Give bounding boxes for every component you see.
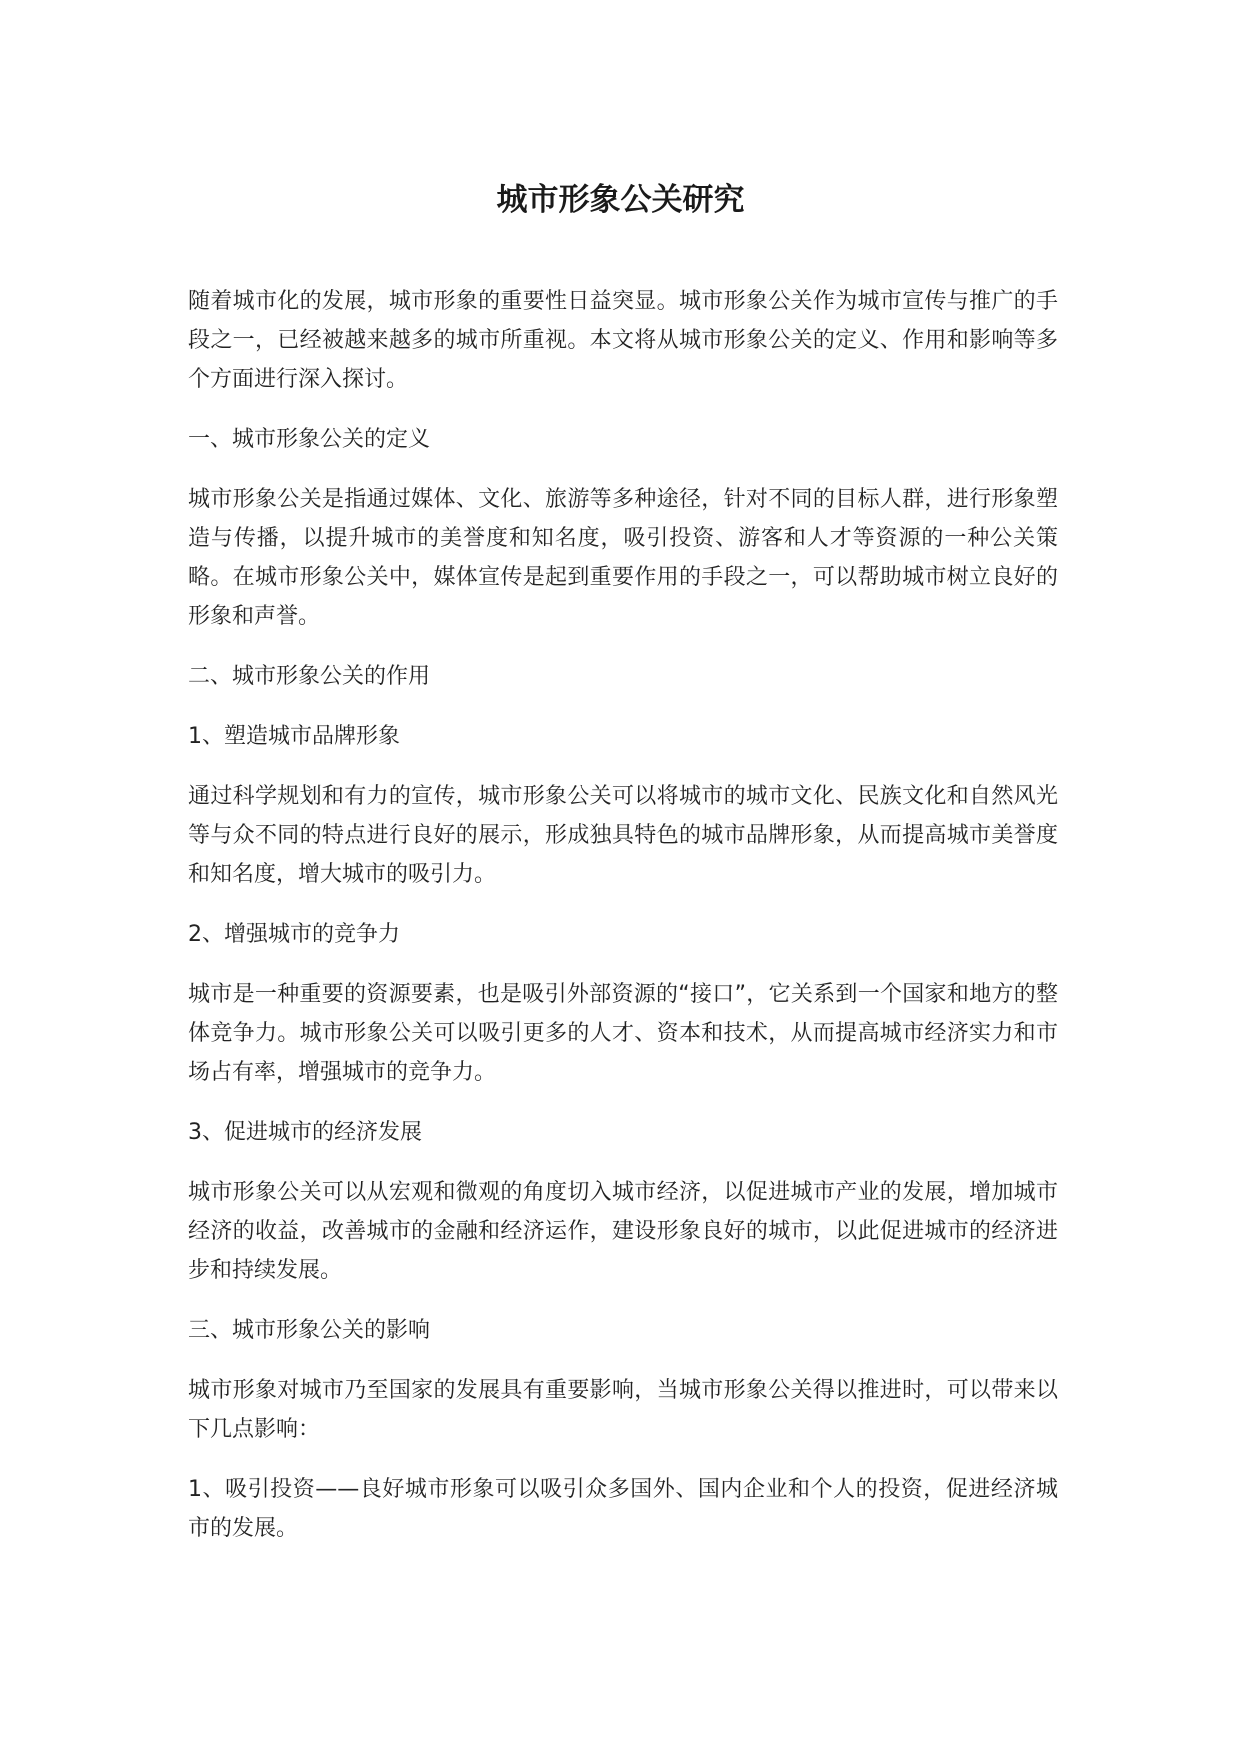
impact-item-investment: 1、吸引投资——良好城市形象可以吸引众多国外、国内企业和个人的投资，促进经济城市的发展。: [188, 1477, 1058, 1541]
definition-paragraph: 城市形象公关是指通过媒体、文化、旅游等多种途径，针对不同的目标人群，进行形象塑造与传播，以提升城市的美誉度和知名度，吸引投资、游客和人才等资源的一种公关策略。在城市形象公关中，媒体宣传是起到重要作用的手段之一，可以帮助城市树立良好的形象和声誉。: [188, 487, 1058, 629]
economic-development-paragraph: 城市形象公关可以从宏观和微观的角度切入城市经济，以促进城市产业的发展，增加城市经济的收益，改善城市的金融和经济运作，建设形象良好的城市，以此促进城市的经济进步和持续发展。: [188, 1180, 1058, 1283]
intro-paragraph: 随着城市化的发展，城市形象的重要性日益突显。城市形象公关作为城市宣传与推广的手段之一，已经被越来越多的城市所重视。本文将从城市形象公关的定义、作用和影响等多个方面进行深入探讨。: [188, 289, 1058, 392]
document-title: 城市形象公关研究: [496, 182, 745, 218]
competitiveness-paragraph: 城市是一种重要的资源要素，也是吸引外部资源的“接口”，它关系到一个国家和地方的整体竞争力。城市形象公关可以吸引更多的人才、资本和技术，从而提高城市经济实力和市场占有率，增强城市的竞争力。: [188, 982, 1058, 1085]
section-heading-impact: 三、城市形象公关的影响: [188, 1318, 431, 1343]
document-body: [188, 282, 1058, 1569]
subheading-brand-image: 1、塑造城市品牌形象: [188, 724, 400, 749]
brand-image-paragraph: 通过科学规划和有力的宣传，城市形象公关可以将城市的城市文化、民族文化和自然风光等与众不同的特点进行良好的展示，形成独具特色的城市品牌形象，从而提高城市美誉度和知名度，增大城市的吸引力。: [188, 784, 1058, 887]
subheading-economic-development: 3、促进城市的经济发展: [188, 1120, 422, 1145]
impact-paragraph: 城市形象对城市乃至国家的发展具有重要影响，当城市形象公关得以推进时，可以带来以下几点影响：: [188, 1378, 1058, 1442]
subheading-competitiveness: 2、增强城市的竞争力: [188, 922, 400, 947]
section-heading-function: 二、城市形象公关的作用: [188, 664, 431, 689]
section-heading-definition: 一、城市形象公关的定义: [188, 427, 431, 452]
